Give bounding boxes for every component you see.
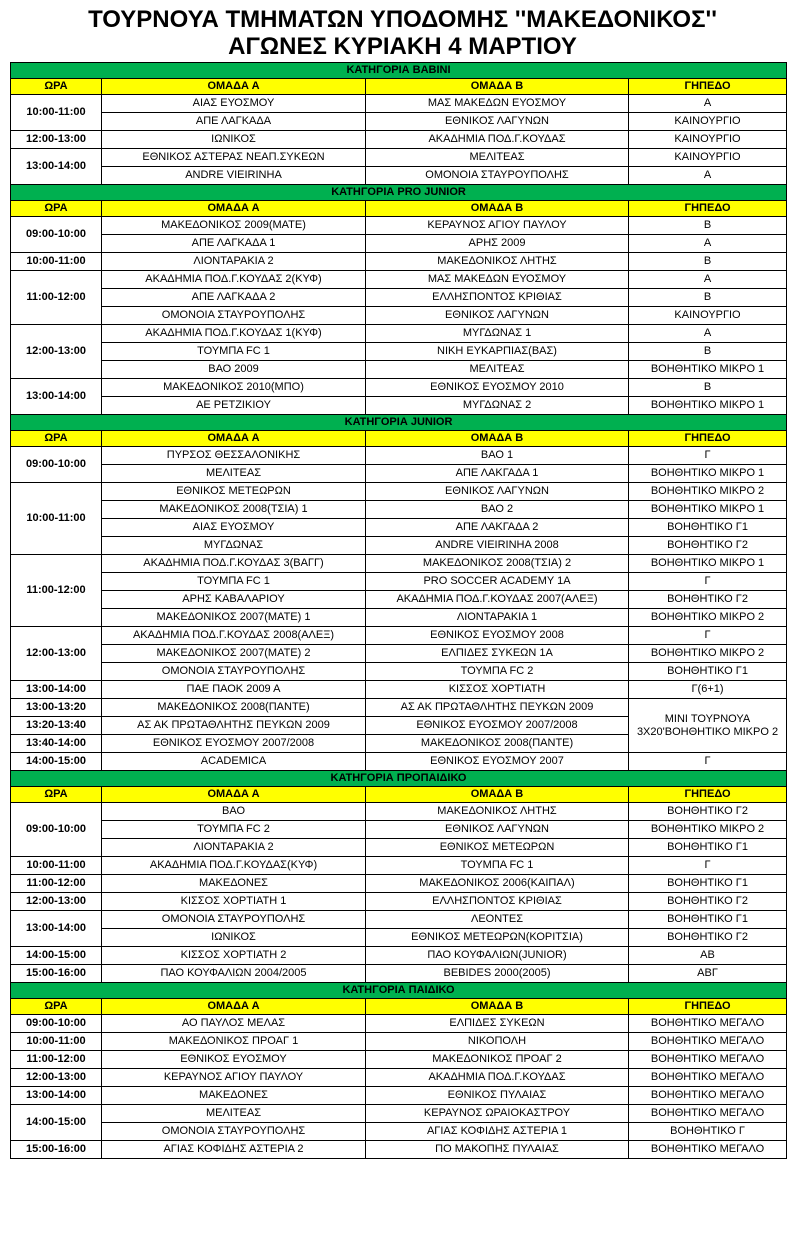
team-b-cell: ΜΥΓΔΩΝΑΣ 1	[366, 325, 629, 343]
match-row	[11, 875, 787, 893]
team-a-cell: ΕΘΝΙΚΟΣ ΕΥΟΣΜΟΥ	[102, 1051, 366, 1069]
match-row	[11, 235, 787, 253]
header-time: ΩΡΑ	[11, 201, 102, 217]
team-b-cell: ΕΛΠΙΔΕΣ ΣΥΚΕΩΝ	[366, 1015, 629, 1033]
team-a-cell: ΑΙΑΣ ΕΥΟΣΜΟΥ	[102, 95, 366, 113]
match-row	[11, 1123, 787, 1141]
category-row	[11, 983, 787, 999]
match-row	[11, 379, 787, 397]
field-cell: Β	[629, 289, 787, 307]
team-b-cell: ΟΜΟΝΟΙΑ ΣΤΑΥΡΟΥΠΟΛΗΣ	[366, 167, 629, 185]
time-cell: 12:00-13:00	[11, 1069, 102, 1087]
field-cell: ΑΒ	[629, 947, 787, 965]
field-cell: ΒΟΗΘΗΤΙΚΟ ΜΙΚΡΟ 1	[629, 361, 787, 379]
match-row	[11, 1051, 787, 1069]
team-a-cell: ΜΑΚΕΔΟΝΕΣ	[102, 1087, 366, 1105]
field-cell: ΒΟΗΘΗΤΙΚΟ Γ2	[629, 591, 787, 609]
header-time: ΩΡΑ	[11, 431, 102, 447]
team-b-cell: ΒΑΟ 2	[366, 501, 629, 519]
team-a-cell: ΙΩΝΙΚΟΣ	[102, 131, 366, 149]
team-b-cell: ΛΙΟΝΤΑΡΑΚΙΑ 1	[366, 609, 629, 627]
match-row	[11, 167, 787, 185]
match-row	[11, 253, 787, 271]
team-b-cell: ΜΑΚΕΔΟΝΙΚΟΣ 2008(ΤΣΙΑ) 2	[366, 555, 629, 573]
team-a-cell: ΕΘΝΙΚΟΣ ΑΣΤΕΡΑΣ ΝΕΑΠ.ΣΥΚΕΩΝ	[102, 149, 366, 167]
team-b-cell: ΑΠΕ ΛΑΚΓΑΔΑ 1	[366, 465, 629, 483]
match-row	[11, 397, 787, 415]
team-a-cell: ΑΡΗΣ ΚΑΒΑΛΑΡΙΟΥ	[102, 591, 366, 609]
team-a-cell: ΑΕ ΡΕΤΖΙΚΙΟΥ	[102, 397, 366, 415]
field-cell: Α	[629, 167, 787, 185]
time-cell: 11:00-12:00	[11, 555, 102, 627]
team-a-cell: ΤΟΥΜΠΑ FC 1	[102, 573, 366, 591]
team-b-cell: ΤΟΥΜΠΑ FC 1	[366, 857, 629, 875]
page-title: ΤΟΥΡΝΟΥΑ ΤΜΗΜΑΤΩΝ ΥΠΟΔΟΜΗΣ ''ΜΑΚΕΔΟΝΙΚΟΣ''	[88, 6, 717, 33]
team-b-cell: ΠΑΟ ΚΟΥΦΑΛΙΩΝ(JUNIOR)	[366, 947, 629, 965]
match-row	[11, 501, 787, 519]
category-title: ΚΑΤΗΓΟΡΙΑ PRO JUNIOR	[11, 185, 787, 201]
team-a-cell: ΙΩΝΙΚΟΣ	[102, 929, 366, 947]
field-cell: Γ(6+1)	[629, 681, 787, 699]
team-a-cell: ΑΙΑΣ ΕΥΟΣΜΟΥ	[102, 519, 366, 537]
field-cell: ΒΟΗΘΗΤΙΚΟ ΜΕΓΑΛΟ	[629, 1141, 787, 1159]
match-row	[11, 465, 787, 483]
team-a-cell: ΛΙΟΝΤΑΡΑΚΙΑ 2	[102, 839, 366, 857]
team-a-cell: ΜΕΛΙΤΕΑΣ	[102, 1105, 366, 1123]
field-cell: ΒΟΗΘΗΤΙΚΟ Γ1	[629, 839, 787, 857]
match-row	[11, 555, 787, 573]
match-row	[11, 645, 787, 663]
team-a-cell: ΤΟΥΜΠΑ FC 1	[102, 343, 366, 361]
team-b-cell: ΛΕΟΝΤΕΣ	[366, 911, 629, 929]
header-row	[11, 787, 787, 803]
team-a-cell: ΜΑΚΕΔΟΝΙΚΟΣ 2009(ΜΑΤΕ)	[102, 217, 366, 235]
time-cell: 15:00-16:00	[11, 965, 102, 983]
time-cell: 14:00-15:00	[11, 947, 102, 965]
time-cell: 15:00-16:00	[11, 1141, 102, 1159]
page-subtitle: ΑΓΩΝΕΣ ΚΥΡΙΑΚΗ 4 ΜΑΡΤΙΟΥ	[228, 33, 577, 60]
time-cell: 13:00-14:00	[11, 911, 102, 947]
team-b-cell: ΤΟΥΜΠΑ FC 2	[366, 663, 629, 681]
team-b-cell: ΑΚΑΔΗΜΙΑ ΠΟΔ.Γ.ΚΟΥΔΑΣ	[366, 131, 629, 149]
match-row	[11, 1033, 787, 1051]
field-cell: ΒΟΗΘΗΤΙΚΟ ΜΙΚΡΟ 1	[629, 397, 787, 415]
team-b-cell: ΜΕΛΙΤΕΑΣ	[366, 149, 629, 167]
team-b-cell: ΕΘΝΙΚΟΣ ΠΥΛΑΙΑΣ	[366, 1087, 629, 1105]
field-cell: ΒΟΗΘΗΤΙΚΟ Γ1	[629, 911, 787, 929]
team-b-cell: ΚΙΣΣΟΣ ΧΟΡΤΙΑΤΗ	[366, 681, 629, 699]
match-row	[11, 217, 787, 235]
team-b-cell: ΝΙΚΟΠΟΛΗ	[366, 1033, 629, 1051]
match-row	[11, 307, 787, 325]
header-field: ΓΗΠΕΔΟ	[629, 79, 787, 95]
team-b-cell: ΜΑΣ ΜΑΚΕΔΩΝ ΕΥΟΣΜΟΥ	[366, 95, 629, 113]
team-a-cell: ANDRE VIEIRINHA	[102, 167, 366, 185]
match-row	[11, 699, 787, 717]
category-row	[11, 63, 787, 79]
team-b-cell: ΜΑΚΕΔΟΝΙΚΟΣ ΛΗΤΗΣ	[366, 253, 629, 271]
time-cell: 12:00-13:00	[11, 131, 102, 149]
header-team-a: ΟΜΑΔΑ Α	[102, 201, 366, 217]
team-a-cell: ΠΥΡΣΟΣ ΘΕΣΣΑΛΟΝΙΚΗΣ	[102, 447, 366, 465]
team-b-cell: ΝΙΚΗ ΕΥΚΑΡΠΙΑΣ(ΒΑΣ)	[366, 343, 629, 361]
team-b-cell: ΕΘΝΙΚΟΣ ΛΑΓΥΝΩΝ	[366, 821, 629, 839]
header-field: ΓΗΠΕΔΟ	[629, 201, 787, 217]
team-b-cell: ΕΘΝΙΚΟΣ ΕΥΟΣΜΟΥ 2008	[366, 627, 629, 645]
header-field: ΓΗΠΕΔΟ	[629, 431, 787, 447]
field-cell: ΒΟΗΘΗΤΙΚΟ Γ2	[629, 537, 787, 555]
match-row	[11, 591, 787, 609]
category-title: ΚΑΤΗΓΟΡΙΑ ΠΡΟΠΑΙΔΙΚΟ	[11, 771, 787, 787]
team-b-cell: ΚΕΡΑΥΝΟΣ ΑΓΙΟΥ ΠΑΥΛΟΥ	[366, 217, 629, 235]
team-a-cell: ΜΑΚΕΔΟΝΙΚΟΣ 2008(ΤΣΙΑ) 1	[102, 501, 366, 519]
team-b-cell: BEBIDES 2000(2005)	[366, 965, 629, 983]
match-row	[11, 573, 787, 591]
match-row	[11, 289, 787, 307]
team-b-cell: ΕΘΝΙΚΟΣ ΛΑΓΥΝΩΝ	[366, 113, 629, 131]
header-time: ΩΡΑ	[11, 787, 102, 803]
team-a-cell: ΑΠΕ ΛΑΓΚΑΔΑ	[102, 113, 366, 131]
match-row	[11, 519, 787, 537]
team-a-cell: ACADEMICA	[102, 753, 366, 771]
field-cell: Β	[629, 217, 787, 235]
field-cell: ΒΟΗΘΗΤΙΚΟ Γ2	[629, 803, 787, 821]
team-b-cell: ΑΡΗΣ 2009	[366, 235, 629, 253]
match-row	[11, 947, 787, 965]
match-row	[11, 681, 787, 699]
match-row	[11, 893, 787, 911]
header-row	[11, 201, 787, 217]
team-b-cell: ΕΘΝΙΚΟΣ ΜΕΤΕΩΡΩΝ	[366, 839, 629, 857]
team-b-cell: ΜΑΚΕΔΟΝΙΚΟΣ 2008(ΠΑΝΤΕ)	[366, 735, 629, 753]
match-row	[11, 803, 787, 821]
match-row	[11, 929, 787, 947]
team-a-cell: ΟΜΟΝΟΙΑ ΣΤΑΥΡΟΥΠΟΛΗΣ	[102, 1123, 366, 1141]
match-row	[11, 537, 787, 555]
time-cell: 12:00-13:00	[11, 627, 102, 681]
team-b-cell: ΒΑΟ 1	[366, 447, 629, 465]
field-cell: ΒΟΗΘΗΤΙΚΟ Γ	[629, 1123, 787, 1141]
field-cell: ΒΟΗΘΗΤΙΚΟ ΜΙΚΡΟ 2	[629, 609, 787, 627]
team-a-cell: ΑΠΕ ΛΑΓΚΑΔΑ 2	[102, 289, 366, 307]
field-cell: ΚΑΙΝΟΥΡΓΙΟ	[629, 113, 787, 131]
team-b-cell: ΜΑΚΕΔΟΝΙΚΟΣ ΛΗΤΗΣ	[366, 803, 629, 821]
team-a-cell: ΑΣ ΑΚ ΠΡΩΤΑΘΛΗΤΗΣ ΠΕΥΚΩΝ 2009	[102, 717, 366, 735]
match-row	[11, 113, 787, 131]
header-team-a: ΟΜΑΔΑ Α	[102, 431, 366, 447]
field-cell: ΒΟΗΘΗΤΙΚΟ ΜΙΚΡΟ 2	[629, 483, 787, 501]
field-cell: Γ	[629, 627, 787, 645]
match-row	[11, 95, 787, 113]
field-cell: ΑΒΓ	[629, 965, 787, 983]
match-row	[11, 361, 787, 379]
field-cell: Γ	[629, 857, 787, 875]
field-cell: Γ	[629, 447, 787, 465]
team-b-cell: ΕΘΝΙΚΟΣ ΛΑΓΥΝΩΝ	[366, 307, 629, 325]
header-team-b: ΟΜΑΔΑ Β	[366, 999, 629, 1015]
team-a-cell: ΜΑΚΕΔΟΝΙΚΟΣ 2007(ΜΑΤΕ) 2	[102, 645, 366, 663]
match-row	[11, 447, 787, 465]
header-field: ΓΗΠΕΔΟ	[629, 787, 787, 803]
field-cell: ΒΟΗΘΗΤΙΚΟ Γ1	[629, 519, 787, 537]
time-cell: 09:00-10:00	[11, 217, 102, 253]
time-cell: 09:00-10:00	[11, 1015, 102, 1033]
time-cell: 10:00-11:00	[11, 483, 102, 555]
time-cell: 12:00-13:00	[11, 893, 102, 911]
field-cell: Γ	[629, 573, 787, 591]
team-b-cell: ΕΘΝΙΚΟΣ ΕΥΟΣΜΟΥ 2007	[366, 753, 629, 771]
header-time: ΩΡΑ	[11, 79, 102, 95]
team-b-cell: ΑΠΕ ΛΑΚΓΑΔΑ 2	[366, 519, 629, 537]
team-a-cell: ΒΑΟ	[102, 803, 366, 821]
team-a-cell: ΑΓΙΑΣ ΚΟΦΙΔΗΣ ΑΣΤΕΡΙΑ 2	[102, 1141, 366, 1159]
category-row	[11, 415, 787, 431]
time-cell: 10:00-11:00	[11, 95, 102, 131]
header-team-b: ΟΜΑΔΑ Β	[366, 431, 629, 447]
team-b-cell: ΑΣ ΑΚ ΠΡΩΤΑΘΛΗΤΗΣ ΠΕΥΚΩΝ 2009	[366, 699, 629, 717]
team-a-cell: ΜΑΚΕΔΟΝΙΚΟΣ ΠΡΟΑΓ 1	[102, 1033, 366, 1051]
time-cell: 14:00-15:00	[11, 753, 102, 771]
time-cell: 14:00-15:00	[11, 1105, 102, 1141]
field-cell: ΒΟΗΘΗΤΙΚΟ ΜΕΓΑΛΟ	[629, 1069, 787, 1087]
time-cell: 13:00-14:00	[11, 681, 102, 699]
time-cell: 13:00-13:20	[11, 699, 102, 717]
field-cell: Γ	[629, 753, 787, 771]
field-cell: ΒΟΗΘΗΤΙΚΟ ΜΕΓΑΛΟ	[629, 1087, 787, 1105]
team-a-cell: ΜΑΚΕΔΟΝΙΚΟΣ 2007(ΜΑΤΕ) 1	[102, 609, 366, 627]
category-title: ΚΑΤΗΓΟΡΙΑ JUNIOR	[11, 415, 787, 431]
field-cell: ΒΟΗΘΗΤΙΚΟ ΜΙΚΡΟ 2	[629, 645, 787, 663]
field-cell: ΒΟΗΘΗΤΙΚΟ ΜΙΚΡΟ 1	[629, 555, 787, 573]
field-cell: ΚΑΙΝΟΥΡΓΙΟ	[629, 149, 787, 167]
match-row	[11, 343, 787, 361]
category-row	[11, 185, 787, 201]
team-a-cell: ΟΜΟΝΟΙΑ ΣΤΑΥΡΟΥΠΟΛΗΣ	[102, 911, 366, 929]
team-a-cell: ΚΙΣΣΟΣ ΧΟΡΤΙΑΤΗ 2	[102, 947, 366, 965]
time-cell: 10:00-11:00	[11, 857, 102, 875]
match-row	[11, 1141, 787, 1159]
category-row	[11, 771, 787, 787]
header-team-b: ΟΜΑΔΑ Β	[366, 201, 629, 217]
field-cell: ΒΟΗΘΗΤΙΚΟ ΜΕΓΑΛΟ	[629, 1033, 787, 1051]
header-row	[11, 431, 787, 447]
field-cell: ΒΟΗΘΗΤΙΚΟ ΜΕΓΑΛΟ	[629, 1015, 787, 1033]
field-cell: ΒΟΗΘΗΤΙΚΟ ΜΙΚΡΟ 1	[629, 501, 787, 519]
team-b-cell: ΜΥΓΔΩΝΑΣ 2	[366, 397, 629, 415]
team-a-cell: ΚΙΣΣΟΣ ΧΟΡΤΙΑΤΗ 1	[102, 893, 366, 911]
match-row	[11, 1069, 787, 1087]
field-cell: ΚΑΙΝΟΥΡΓΙΟ	[629, 307, 787, 325]
team-a-cell: ΑΟ ΠΑΥΛΟΣ ΜΕΛΑΣ	[102, 1015, 366, 1033]
match-row	[11, 1105, 787, 1123]
team-b-cell: PRO SOCCER ACADEMY 1Α	[366, 573, 629, 591]
team-b-cell: ΜΑΚΕΔΟΝΙΚΟΣ 2006(ΚΑΙΠΑΛ)	[366, 875, 629, 893]
time-cell: 12:00-13:00	[11, 325, 102, 379]
header-row	[11, 999, 787, 1015]
team-a-cell: ΤΟΥΜΠΑ FC 2	[102, 821, 366, 839]
team-a-cell: ΜΑΚΕΔΟΝΙΚΟΣ 2010(ΜΠΟ)	[102, 379, 366, 397]
time-cell: 10:00-11:00	[11, 253, 102, 271]
field-cell: Β	[629, 253, 787, 271]
match-row	[11, 1087, 787, 1105]
time-cell: 13:00-14:00	[11, 379, 102, 415]
team-b-cell: ΕΛΠΙΔΕΣ ΣΥΚΕΩΝ 1Α	[366, 645, 629, 663]
team-a-cell: ΑΚΑΔΗΜΙΑ ΠΟΔ.Γ.ΚΟΥΔΑΣ(ΚΥΦ)	[102, 857, 366, 875]
field-cell: ΜΙΝΙ ΤΟΥΡΝΟΥΑ 3Χ20'ΒΟΗΘΗΤΙΚΟ ΜΙΚΡΟ 2	[629, 699, 787, 753]
team-b-cell: ΑΚΑΔΗΜΙΑ ΠΟΔ.Γ.ΚΟΥΔΑΣ 2007(ΑΛΕΞ)	[366, 591, 629, 609]
time-cell: 11:00-12:00	[11, 875, 102, 893]
match-row	[11, 911, 787, 929]
field-cell: Β	[629, 343, 787, 361]
field-cell: ΒΟΗΘΗΤΙΚΟ ΜΙΚΡΟ 1	[629, 465, 787, 483]
team-a-cell: ΒΑΟ 2009	[102, 361, 366, 379]
team-a-cell: ΑΚΑΔΗΜΙΑ ΠΟΔ.Γ.ΚΟΥΔΑΣ 1(ΚΥΦ)	[102, 325, 366, 343]
field-cell: Α	[629, 235, 787, 253]
team-b-cell: ΕΛΛΗΣΠΟΝΤΟΣ ΚΡΙΘΙΑΣ	[366, 893, 629, 911]
team-a-cell: ΑΠΕ ΛΑΓΚΑΔΑ 1	[102, 235, 366, 253]
field-cell: ΚΑΙΝΟΥΡΓΙΟ	[629, 131, 787, 149]
team-a-cell: ΑΚΑΔΗΜΙΑ ΠΟΔ.Γ.ΚΟΥΔΑΣ 3(ΒΑΓΓ)	[102, 555, 366, 573]
team-a-cell: ΜΕΛΙΤΕΑΣ	[102, 465, 366, 483]
team-b-cell: ΠΟ ΜΑΚΟΠΗΣ ΠΥΛΑΙΑΣ	[366, 1141, 629, 1159]
team-a-cell: ΜΑΚΕΔΟΝΙΚΟΣ 2008(ΠΑΝΤΕ)	[102, 699, 366, 717]
time-cell: 13:00-14:00	[11, 149, 102, 185]
team-a-cell: ΑΚΑΔΗΜΙΑ ΠΟΔ.Γ.ΚΟΥΔΑΣ 2(ΚΥΦ)	[102, 271, 366, 289]
match-row	[11, 271, 787, 289]
field-cell: ΒΟΗΘΗΤΙΚΟ ΜΙΚΡΟ 2	[629, 821, 787, 839]
team-b-cell: ΕΛΛΗΣΠΟΝΤΟΣ ΚΡΙΘΙΑΣ	[366, 289, 629, 307]
field-cell: ΒΟΗΘΗΤΙΚΟ ΜΕΓΑΛΟ	[629, 1105, 787, 1123]
team-a-cell: ΕΘΝΙΚΟΣ ΜΕΤΕΩΡΩΝ	[102, 483, 366, 501]
team-a-cell: ΜΥΓΔΩΝΑΣ	[102, 537, 366, 555]
team-b-cell: ΑΓΙΑΣ ΚΟΦΙΔΗΣ ΑΣΤΕΡΙΑ 1	[366, 1123, 629, 1141]
team-a-cell: ΠΑΟ ΚΟΥΦΑΛΙΩΝ 2004/2005	[102, 965, 366, 983]
match-row	[11, 149, 787, 167]
header-team-b: ΟΜΑΔΑ Β	[366, 79, 629, 95]
category-title: ΚΑΤΗΓΟΡΙΑ BABINI	[11, 63, 787, 79]
header-team-a: ΟΜΑΔΑ Α	[102, 79, 366, 95]
team-a-cell: ΟΜΟΝΟΙΑ ΣΤΑΥΡΟΥΠΟΛΗΣ	[102, 307, 366, 325]
field-cell: Α	[629, 271, 787, 289]
team-a-cell: ΑΚΑΔΗΜΙΑ ΠΟΔ.Γ.ΚΟΥΔΑΣ 2008(ΑΛΕΞ)	[102, 627, 366, 645]
time-cell: 10:00-11:00	[11, 1033, 102, 1051]
team-a-cell: ΟΜΟΝΟΙΑ ΣΤΑΥΡΟΥΠΟΛΗΣ	[102, 663, 366, 681]
header-row	[11, 79, 787, 95]
header-team-a: ΟΜΑΔΑ Α	[102, 999, 366, 1015]
time-cell: 13:00-14:00	[11, 1087, 102, 1105]
field-cell: Α	[629, 325, 787, 343]
field-cell: ΒΟΗΘΗΤΙΚΟ ΜΕΓΑΛΟ	[629, 1051, 787, 1069]
time-cell: 13:40-14:00	[11, 735, 102, 753]
match-row	[11, 753, 787, 771]
field-cell: Α	[629, 95, 787, 113]
team-b-cell: ΑΚΑΔΗΜΙΑ ΠΟΔ.Γ.ΚΟΥΔΑΣ	[366, 1069, 629, 1087]
team-a-cell: ΚΕΡΑΥΝΟΣ ΑΓΙΟΥ ΠΑΥΛΟΥ	[102, 1069, 366, 1087]
header-team-a: ΟΜΑΔΑ Α	[102, 787, 366, 803]
team-b-cell: ANDRE VIEIRINHA 2008	[366, 537, 629, 555]
match-row	[11, 857, 787, 875]
header-field: ΓΗΠΕΔΟ	[629, 999, 787, 1015]
team-a-cell: ΜΑΚΕΔΟΝΕΣ	[102, 875, 366, 893]
time-cell: 13:20-13:40	[11, 717, 102, 735]
field-cell: ΒΟΗΘΗΤΙΚΟ Γ2	[629, 893, 787, 911]
team-b-cell: ΕΘΝΙΚΟΣ ΛΑΓΥΝΩΝ	[366, 483, 629, 501]
team-a-cell: ΕΘΝΙΚΟΣ ΕΥΟΣΜΟΥ 2007/2008	[102, 735, 366, 753]
team-b-cell: ΚΕΡΑΥΝΟΣ ΩΡΑΙΟΚΑΣΤΡΟΥ	[366, 1105, 629, 1123]
match-row	[11, 627, 787, 645]
match-row	[11, 839, 787, 857]
team-b-cell: ΜΑΚΕΔΟΝΙΚΟΣ ΠΡΟΑΓ 2	[366, 1051, 629, 1069]
team-a-cell: ΛΙΟΝΤΑΡΑΚΙΑ 2	[102, 253, 366, 271]
match-row	[11, 965, 787, 983]
field-cell: ΒΟΗΘΗΤΙΚΟ Γ1	[629, 663, 787, 681]
time-cell: 09:00-10:00	[11, 447, 102, 483]
team-a-cell: ΠΑΕ ΠΑΟΚ 2009 Α	[102, 681, 366, 699]
team-b-cell: ΜΕΛΙΤΕΑΣ	[366, 361, 629, 379]
category-title: ΚΑΤΗΓΟΡΙΑ ΠΑΙΔΙΚΟ	[11, 983, 787, 999]
schedule-table	[10, 62, 787, 1159]
field-cell: Β	[629, 379, 787, 397]
team-b-cell: ΕΘΝΙΚΟΣ ΕΥΟΣΜΟΥ 2010	[366, 379, 629, 397]
header-time: ΩΡΑ	[11, 999, 102, 1015]
field-cell: ΒΟΗΘΗΤΙΚΟ Γ2	[629, 929, 787, 947]
team-b-cell: ΕΘΝΙΚΟΣ ΜΕΤΕΩΡΩΝ(ΚΟΡΙΤΣΙΑ)	[366, 929, 629, 947]
match-row	[11, 325, 787, 343]
time-cell: 09:00-10:00	[11, 803, 102, 857]
match-row	[11, 131, 787, 149]
match-row	[11, 483, 787, 501]
match-row	[11, 609, 787, 627]
match-row	[11, 1015, 787, 1033]
team-b-cell: ΕΘΝΙΚΟΣ ΕΥΟΣΜΟΥ 2007/2008	[366, 717, 629, 735]
header-team-b: ΟΜΑΔΑ Β	[366, 787, 629, 803]
field-cell: ΒΟΗΘΗΤΙΚΟ Γ1	[629, 875, 787, 893]
time-cell: 11:00-12:00	[11, 1051, 102, 1069]
time-cell: 11:00-12:00	[11, 271, 102, 325]
team-b-cell: ΜΑΣ ΜΑΚΕΔΩΝ ΕΥΟΣΜΟΥ	[366, 271, 629, 289]
match-row	[11, 821, 787, 839]
match-row	[11, 663, 787, 681]
